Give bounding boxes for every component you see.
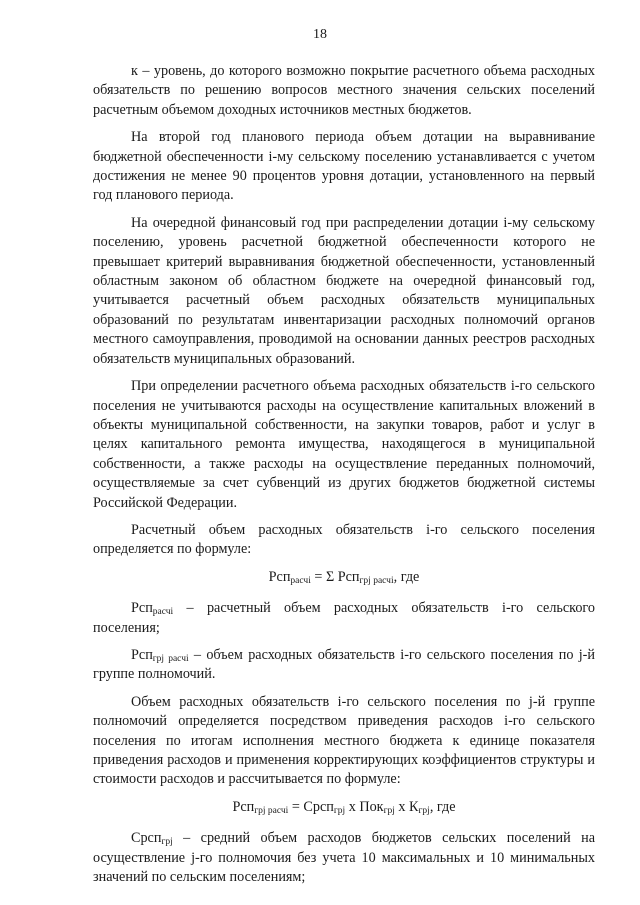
definition-symbol: Срсп xyxy=(131,830,162,847)
formula-symbol: Рсп xyxy=(268,568,291,585)
formula-subscript: расчi xyxy=(290,575,311,586)
definition-symbol: Рсп xyxy=(131,600,153,617)
formula-symbol: = Σ Рсп xyxy=(310,568,360,585)
paragraph-group-obligations: Объем расходных обязательств i-го сельского поселения по j-й группе полномочий определяется посредством приведения расходов i-го сельского поселения по итогам исполнения местного бюджета к единице показателя приведения расходов и применения корректирующих коэффициентов структуры и стоимости расходов и рассчитывается по формуле: xyxy=(93,693,595,788)
formula-subscript: грj xyxy=(333,805,346,816)
definition-subscript: расчi xyxy=(152,607,174,618)
definition-text: – объем расходных обязательств i-го сельского поселения по j-й группе полномочий. xyxy=(93,646,596,683)
definition-total-obligations xyxy=(93,599,595,638)
formula-subscript: грj xyxy=(383,805,395,816)
formula-tail: , где xyxy=(429,798,456,815)
formula-subscript: грj расчi xyxy=(254,805,289,816)
formula-symbol: х К xyxy=(394,798,419,815)
definition-subscript: грj расчi xyxy=(152,653,189,664)
definition-average-expenses xyxy=(93,829,595,887)
formula-symbol: = Срсп xyxy=(288,798,334,815)
paragraph-exclusions: При определении расчетного объема расходных обязательств i-го сельского поселения не учитываются расходы на осуществление капитальных вложений в объекты муниципальной собственности, на закупки товаров, работ и услуг в целях капитального ремонта имущества, находящегося в муниципальной собственности, а также расходы на осуществление переданных полномочий, осуществляемые за счет субвенций из других бюджетов бюджетной системы Российской Федерации. xyxy=(93,378,595,511)
definition-subscript: грj xyxy=(161,837,173,848)
definition-text: – расчетный объем расходных обязательств i-го сельского поселения; xyxy=(93,600,595,636)
formula-total-obligations xyxy=(93,568,595,587)
formula-symbol: Рсп xyxy=(232,798,255,815)
formula-subscript: грj расчi xyxy=(359,575,394,586)
paragraph-formula-intro: Расчетный объем расходных обязательств i-го сельского поселения определяется по формуле: xyxy=(93,521,595,558)
formula-subscript: грj xyxy=(418,805,430,816)
definition-text: – средний объем расходов бюджетов сельских поселений на осуществление j-го полномочия без учета 10 максимальных и 10 минимальных значений по сельским поселениям; xyxy=(93,830,595,886)
paragraph-second-year: На второй год планового периода объем дотации на выравнивание бюджетной обеспеченности i-му сельскому поселению устанавливается с учетом достижения не менее 90 процентов уровня дотации, установленного на первый год планового периода. xyxy=(93,129,595,204)
formula-tail: , где xyxy=(393,568,420,585)
paragraph-k-level: к – уровень, до которого возможно покрытие расчетного объема расходных обязательств по решению вопросов местного значения сельских поселений расчетным объемом доходных источников местных бюджетов. xyxy=(93,63,595,118)
paragraph-next-year: На очередной финансовый год при распределении дотации i-му сельскому поселению, уровень расчетной бюджетной обеспеченности которого не превышает критерий выравнивания бюджетной обеспеченности, установленный областным законом об областном бюджете на очередной финансовый год, учитывается расчетный объем расходных обязательств муниципальных образований по результатам инвентаризации расходных полномочий органов местного самоуправления, проводимой на основании данных реестров расходных обязательств муниципальных образований. xyxy=(93,214,595,367)
formula-symbol: х Пок xyxy=(345,798,384,815)
formula-group-obligations xyxy=(93,798,595,817)
page-number: 18 xyxy=(313,27,327,42)
definition-symbol: Рсп xyxy=(131,646,153,663)
document-body xyxy=(93,62,595,895)
definition-group-obligations xyxy=(93,646,595,685)
